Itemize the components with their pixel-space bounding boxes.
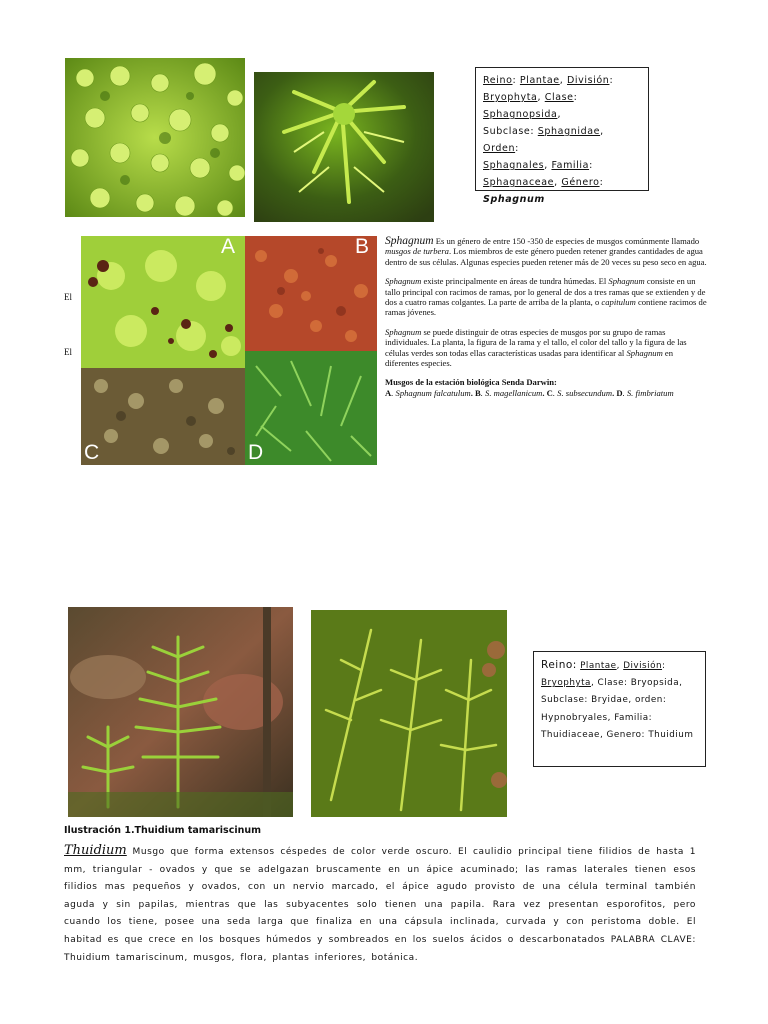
clase-label: Clase	[544, 92, 574, 103]
division-label: División	[623, 661, 663, 671]
text-run: A	[385, 387, 392, 398]
subclase-label: Subclase	[483, 126, 531, 137]
text-run: . S. subsecundum	[552, 387, 613, 398]
text-run: musgos de turbera	[385, 246, 449, 257]
photo-thuidium-mat	[311, 610, 507, 817]
text-run: existe principalmente en áreas de tundra húmedas. El	[421, 276, 609, 287]
text-run: Es un género de entre 150 -350 de especies de musgos comúnmente llamado	[433, 236, 700, 246]
text-run: . S. fimbriatum	[622, 387, 674, 398]
reino-value: Plantae	[519, 75, 560, 86]
grid-label-c: C	[84, 441, 100, 464]
sphagnum-paragraph-4	[385, 377, 707, 398]
orden-label: Orden	[483, 143, 516, 154]
sphagnum-taxonomy-box: Reino: Plantae, División: Bryophyta, Clase: Sphagnopsida, Subclase: Sphagnidae, Orden: Sphagnales, Familia: Sphagnaceae, Género: Sphagnum	[475, 67, 649, 191]
text-run: contiene racimos de ramas jóvenes.	[385, 297, 707, 318]
side-label-2: El	[64, 347, 72, 357]
sphagnum-paragraph-1	[385, 236, 707, 267]
photo-sphagnum-grid	[81, 236, 377, 465]
text-run: Sphagnum	[385, 276, 422, 287]
thuidium-description	[64, 842, 696, 967]
text-run: Sphagnum	[626, 347, 663, 358]
figure-caption: Ilustración 1.Thuidium tamariscinum	[64, 825, 262, 836]
text-run: . Los miembros de este género pueden retener grandes cantidades de agua dentro de sus células. Algunas especies pueden retener más de 20 veces su peso seco en agua.	[385, 246, 707, 267]
familia-line: Hypnobryales, Familia:	[541, 712, 653, 723]
text-run: capitulum	[601, 297, 636, 308]
sphagnum-description	[385, 236, 707, 398]
division-value: Bryophyta	[483, 92, 538, 103]
thuidium-title: Thuidium	[64, 843, 127, 858]
text-run: en diferentes especies.	[385, 347, 674, 369]
photo-sphagnum-closeup	[254, 72, 434, 222]
species-list-title: Musgos de la estación biológica Senda Darwin:	[385, 377, 557, 388]
photo-thuidium-sprout	[68, 607, 293, 817]
photo-sphagnum-carpet	[65, 58, 245, 217]
sphagnum-paragraph-2	[385, 276, 707, 318]
sphagnum-title: Sphagnum	[385, 235, 434, 247]
side-label-1: El	[64, 292, 72, 302]
text-run: Sphagnum	[385, 326, 422, 337]
text-run: . Sphagnum falcatulum	[391, 387, 471, 398]
division-value: Bryophyta	[541, 678, 591, 689]
subclase-value: Sphagnidae	[537, 126, 601, 137]
grid-label-b: B	[355, 236, 370, 258]
clase-value: Sphagnopsida	[483, 109, 558, 120]
subclase-line: Subclase: Bryidae, orden:	[541, 695, 667, 706]
text-run: consiste en un tallo principal con racimos de ramas, por lo general de dos a tres ramas que se extienden y de dos a cuatro ramas colgantes. La parte de arriba de la planta, o	[385, 276, 706, 308]
text-run: . B	[470, 387, 481, 398]
text-run: . C	[542, 387, 553, 398]
reino-label: Reino:	[541, 659, 577, 671]
text-run: se puede distinguir de otras especies de musgos por su grupo de ramas individuales. La planta, la figura de la rama y el tallo, el color del tallo y la figura de las células verdes son todas ellas características usadas para identificar al	[385, 326, 687, 358]
sphagnum-paragraph-3	[385, 327, 707, 369]
reino-value: Plantae	[580, 661, 617, 671]
reino-label: Reino	[483, 75, 513, 86]
clase-line: , Clase: Bryopsida,	[590, 678, 683, 689]
grid-label-d: D	[248, 441, 264, 464]
familia-label: Familia	[551, 160, 590, 171]
division-label: División	[566, 75, 610, 86]
familia-value: Sphagnaceae	[483, 177, 555, 188]
orden-value: Sphagnales	[483, 160, 545, 171]
genero-value: Sphagnum	[483, 194, 545, 205]
thuidium-taxonomy-box: Reino: Plantae, División: Bryophyta, Clase: Bryopsida, Subclase: Bryidae, orden: Hypnobryales, Familia: Thuidiaceae, Genero: Thuidium	[533, 651, 706, 767]
text-run: Sphagnum	[608, 276, 645, 287]
genero-line: Thuidiaceae, Genero: Thuidium	[541, 729, 694, 740]
text-run: . S. magellanicum	[480, 387, 543, 398]
grid-label-a: A	[221, 236, 236, 258]
text-run: . D	[612, 387, 623, 398]
thuidium-body: Musgo que forma extensos céspedes de color verde oscuro. El caulidio principal tiene filidios de hasta 1 mm, triangular - ovados y que se adelgazan bruscamente en un ápice acuminado; las ramas laterales tienen esos filidios mas pequeños y ovados, con un nervio marcado, el ápice agudo provisto de una célula terminal también aguda y sin papilas, mientras que las subyacentes solo tienen una papila. Rara vez presentan esporofitos, pero cuando los tiene, posee una seda larga que finaliza en una cápsula inclinada, curvada y con peristoma doble. El habitad es que crece en los bosques húmedos y sombreados en los suelos ácidos o descarbonatados PALABRA CLAVE: Thuidium tamariscinum, musgos, flora, plantas inferiores, botánica.	[64, 847, 696, 963]
genero-label: Género	[561, 177, 600, 188]
